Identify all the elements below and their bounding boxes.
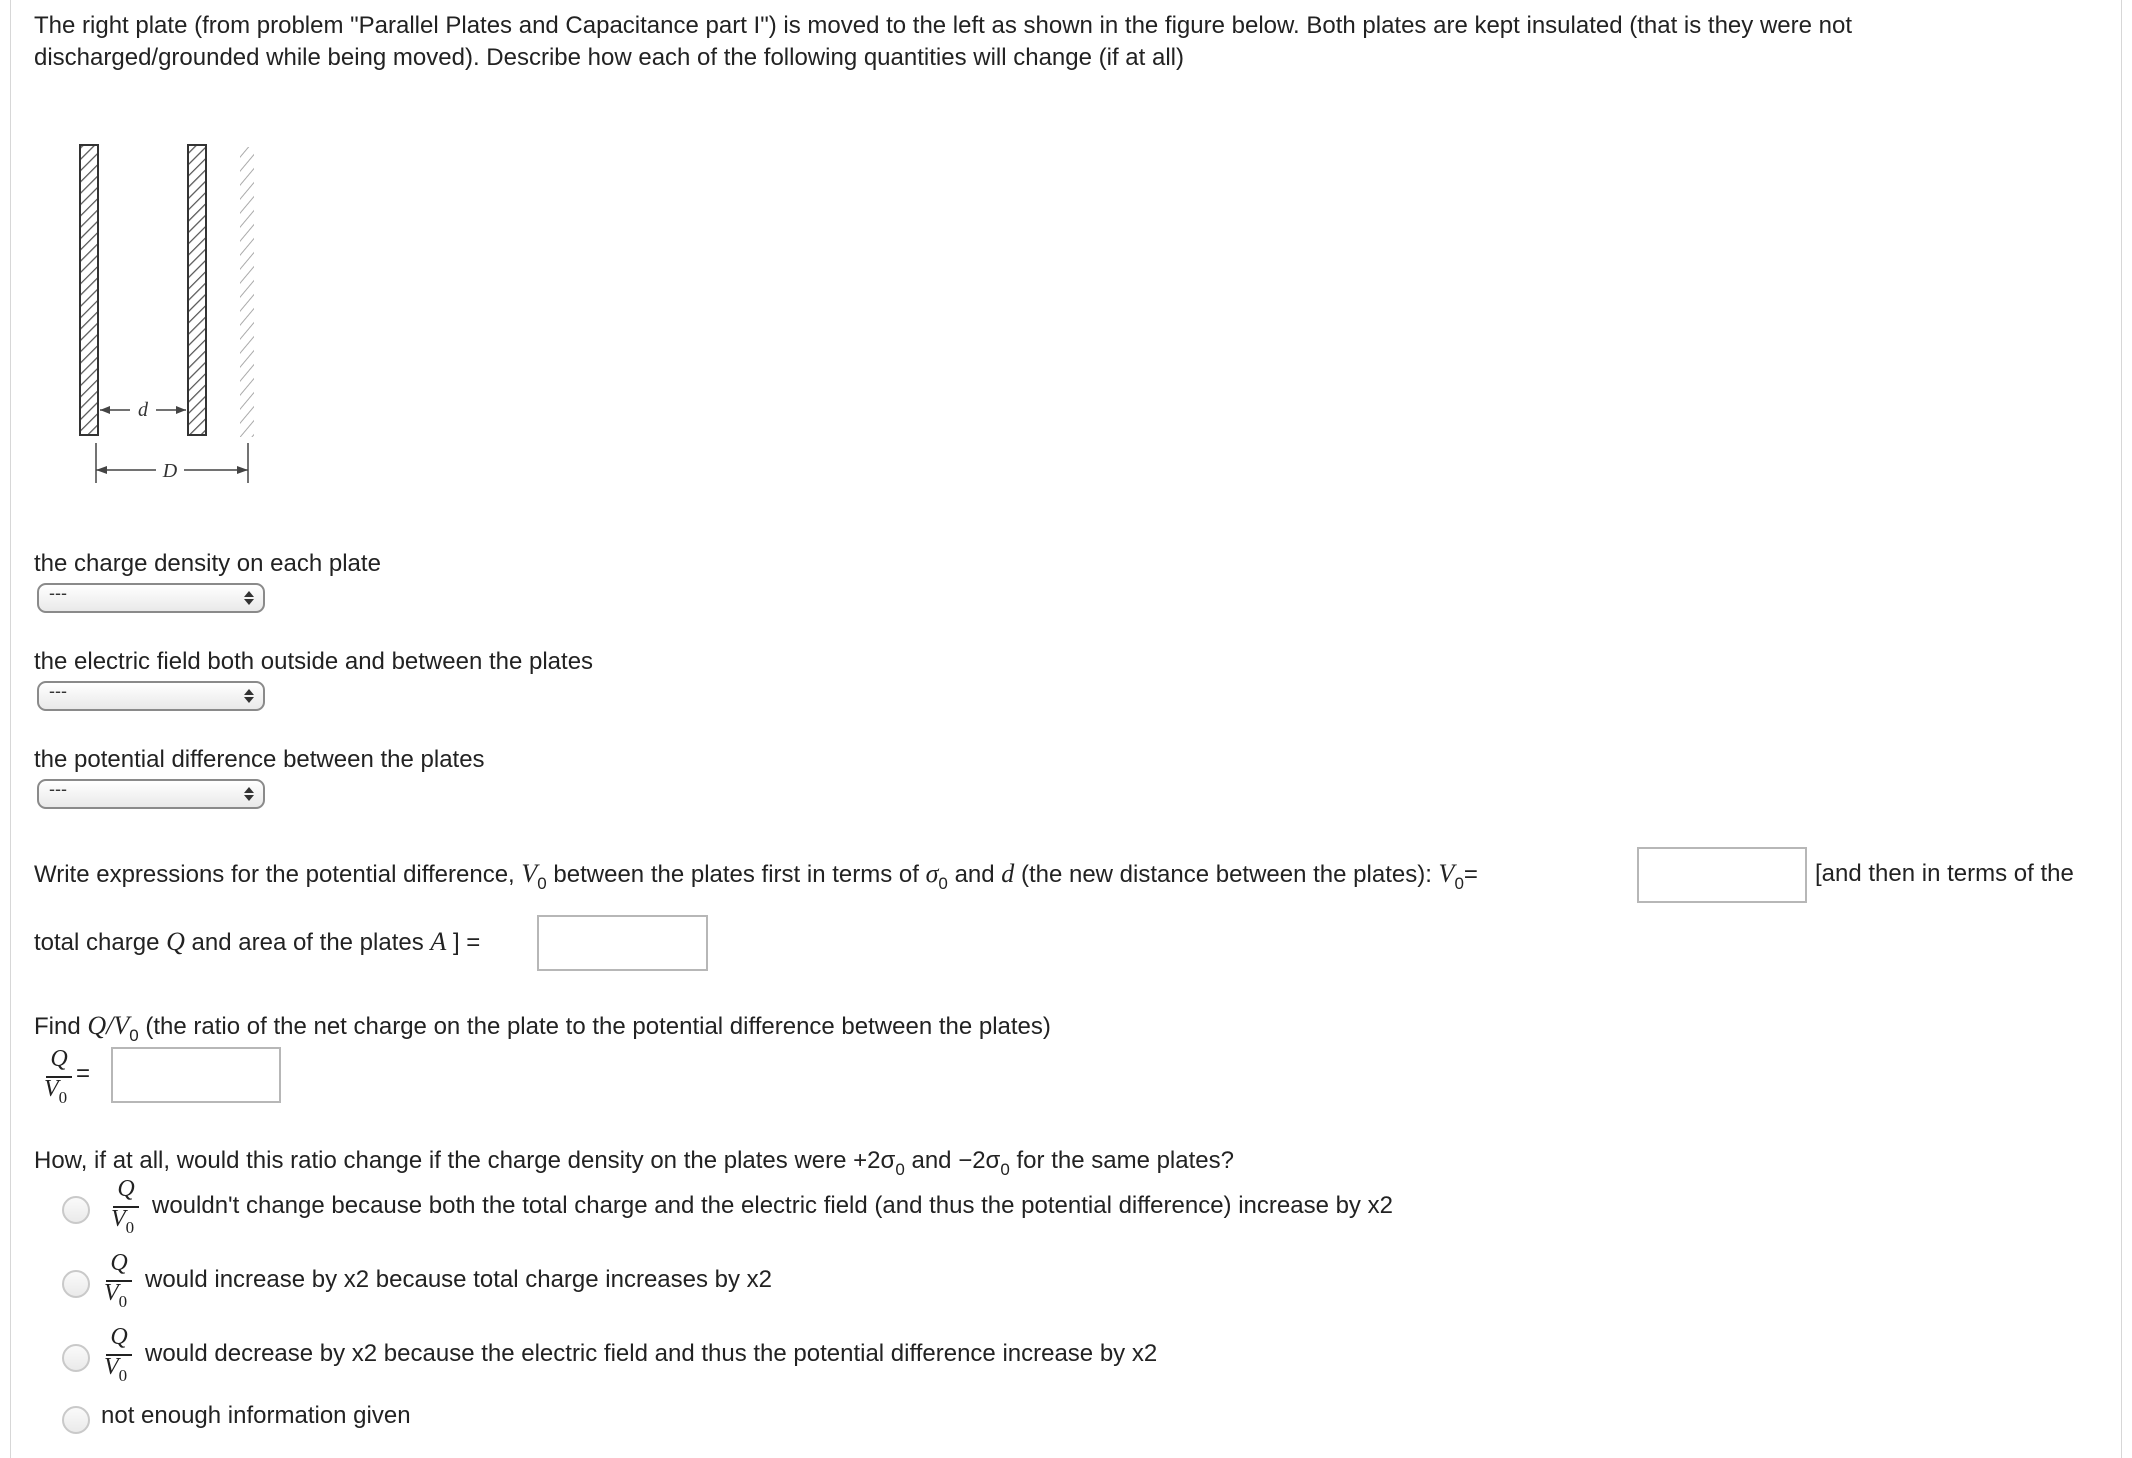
up-down-arrows-icon	[243, 688, 255, 704]
select-value: ---	[49, 681, 67, 701]
v0-q-a-input[interactable]	[537, 915, 708, 971]
electric-field-select[interactable]	[37, 681, 265, 711]
expression-prompt-cont: [and then in terms of the	[1815, 860, 2074, 887]
v0-sigma-d-input[interactable]	[1637, 847, 1807, 903]
option-radio-2[interactable]	[62, 1270, 90, 1298]
change-question: How, if at all, would this ratio change if the charge density on the plates were $+2\sigma_0$ and $-2\sigma_0$ for the same plates?	[34, 1147, 1234, 1179]
moved-right-plate	[188, 145, 206, 435]
option-label-4[interactable]: not enough information given	[101, 1402, 411, 1429]
option-label-3[interactable]: would decrease by x2 because the electric field and thus the potential difference increase by x2	[145, 1340, 1158, 1367]
ratio-equals: =	[76, 1060, 91, 1087]
expression-prompt-line-2: total charge Q and area of the plates A ] =	[34, 927, 481, 956]
ratio-prompt: Find $Q/V_0$ (the ratio of the net charge on the plate to the potential difference between the plates)	[34, 1011, 1051, 1045]
potential-difference-select[interactable]	[37, 779, 265, 809]
label-d: d	[138, 399, 148, 421]
intro-line-1: The right plate (from problem "Parallel Plates and Capacitance part I") is moved to the left as shown in the figure below. Both plates are kept insulated (that is they were not	[34, 12, 1852, 39]
select-value: ---	[49, 583, 67, 603]
question-electric-field: the electric field both outside and between the plates	[34, 648, 594, 675]
up-down-arrows-icon	[243, 590, 255, 606]
question-charge-density: the charge density on each plate	[34, 550, 381, 577]
up-down-arrows-icon	[243, 786, 255, 802]
left-plate	[80, 145, 98, 435]
select-value: ---	[49, 779, 67, 799]
option-radio-4[interactable]	[62, 1406, 90, 1434]
page-frame	[10, 0, 2122, 1458]
question-potential-difference: the potential difference between the plates	[34, 746, 485, 773]
option-radio-3[interactable]	[62, 1344, 90, 1372]
charge-density-select[interactable]	[37, 583, 265, 613]
option-label-2[interactable]: would increase by x2 because total charge increases by x2	[145, 1266, 773, 1293]
intro-line-2: discharged/grounded while being moved). Describe how each of the following quantities will change (if at all)	[34, 44, 1184, 71]
ratio-input[interactable]	[111, 1047, 281, 1103]
expression-prompt: Write expressions for the potential difference, $V_0$ between the plates first in terms of $\sigma_0$ and d (the new distance between the plates): $V_0=$	[34, 859, 1478, 893]
option-radio-1[interactable]	[62, 1196, 90, 1224]
option-label-1[interactable]: wouldn't change because both the total charge and the electric field (and thus the potential difference) increase by x2	[152, 1192, 1393, 1219]
original-plate-position	[240, 147, 254, 437]
label-D: D	[162, 460, 178, 482]
parallel-plates-figure	[70, 135, 270, 495]
